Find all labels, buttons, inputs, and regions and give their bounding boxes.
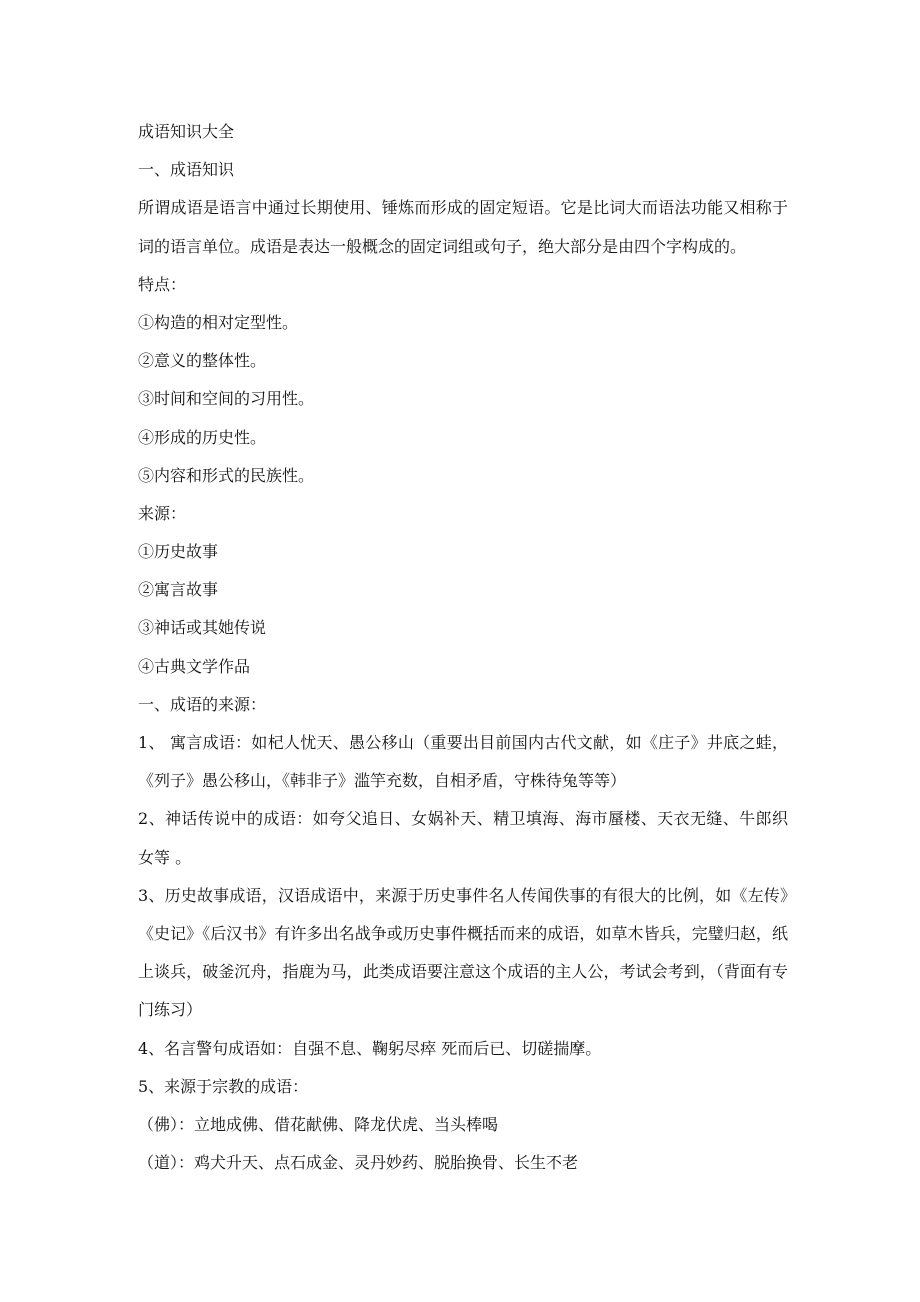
section-heading-idiom-sources: 一、成语的来源： (138, 694, 267, 714)
feature-item: ④形成的历史性。 (138, 427, 267, 447)
source-item: ①历史故事 (138, 542, 219, 562)
document-body (138, 113, 788, 1182)
section-heading-idiom-knowledge: 一、成语知识 (138, 160, 235, 180)
numbered-item-myth: 2、神话传说中的成语：如夸父追日、女娲补天、精卫填海、海市蜃楼、天衣无缝、牛郎织女等 。 (138, 809, 788, 867)
feature-item: ②意义的整体性。 (138, 351, 267, 371)
numbered-item-history: 3、历史故事成语，汉语成语中，来源于历史事件名人传闻佚事的有很大的比例，如《左传》《史记》《后汉书》有许多出名战争或历史事件概括而来的成语，如草木皆兵，完璧归赵，纸上谈兵，破釜沉舟，指鹿为马，此类成语要注意这个成语的主人公，考试会考到，（背面有专门练习） (138, 885, 788, 1020)
religion-buddhism-line: （佛）：立地成佛、借花献佛、降龙伏虎、当头棒喝 (138, 1115, 499, 1135)
source-item: ②寓言故事 (138, 580, 219, 600)
definition-paragraph: 所谓成语是语言中通过长期使用、锤炼而形成的固定短语。它是比词大而语法功能又相称于词的语言单位。成语是表达一般概念的固定词组或句子，绝大部分是由四个字构成的。 (138, 198, 788, 256)
numbered-item-religion: 5、来源于宗教的成语： (138, 1076, 309, 1096)
source-item: ④古典文学作品 (138, 656, 251, 676)
numbered-item-fable: 1、 寓言成语：如杞人忧天、愚公移山（重要出目前国内古代文献，如《庄子》井底之蛙，《列子》愚公移山，《韩非子》滥竽充数，自相矛盾，守株待兔等等） (138, 733, 788, 791)
religion-taoism-line: （道）：鸡犬升天、点石成金、灵丹妙药、脱胎换骨、长生不老 (138, 1153, 579, 1173)
feature-item: ①构造的相对定型性。 (138, 312, 299, 332)
sources-label: 来源： (138, 503, 187, 523)
document-title: 成语知识大全 (138, 122, 235, 141)
source-item: ③神话或其她传说 (138, 618, 267, 638)
feature-item: ③时间和空间的习用性。 (138, 389, 315, 409)
numbered-item-quotes: 4、名言警句成语如：自强不息、鞠躬尽瘁 死而后已、切磋揣摩。 (138, 1038, 602, 1058)
feature-item: ⑤内容和形式的民族性。 (138, 465, 315, 485)
features-label: 特点： (138, 274, 187, 294)
